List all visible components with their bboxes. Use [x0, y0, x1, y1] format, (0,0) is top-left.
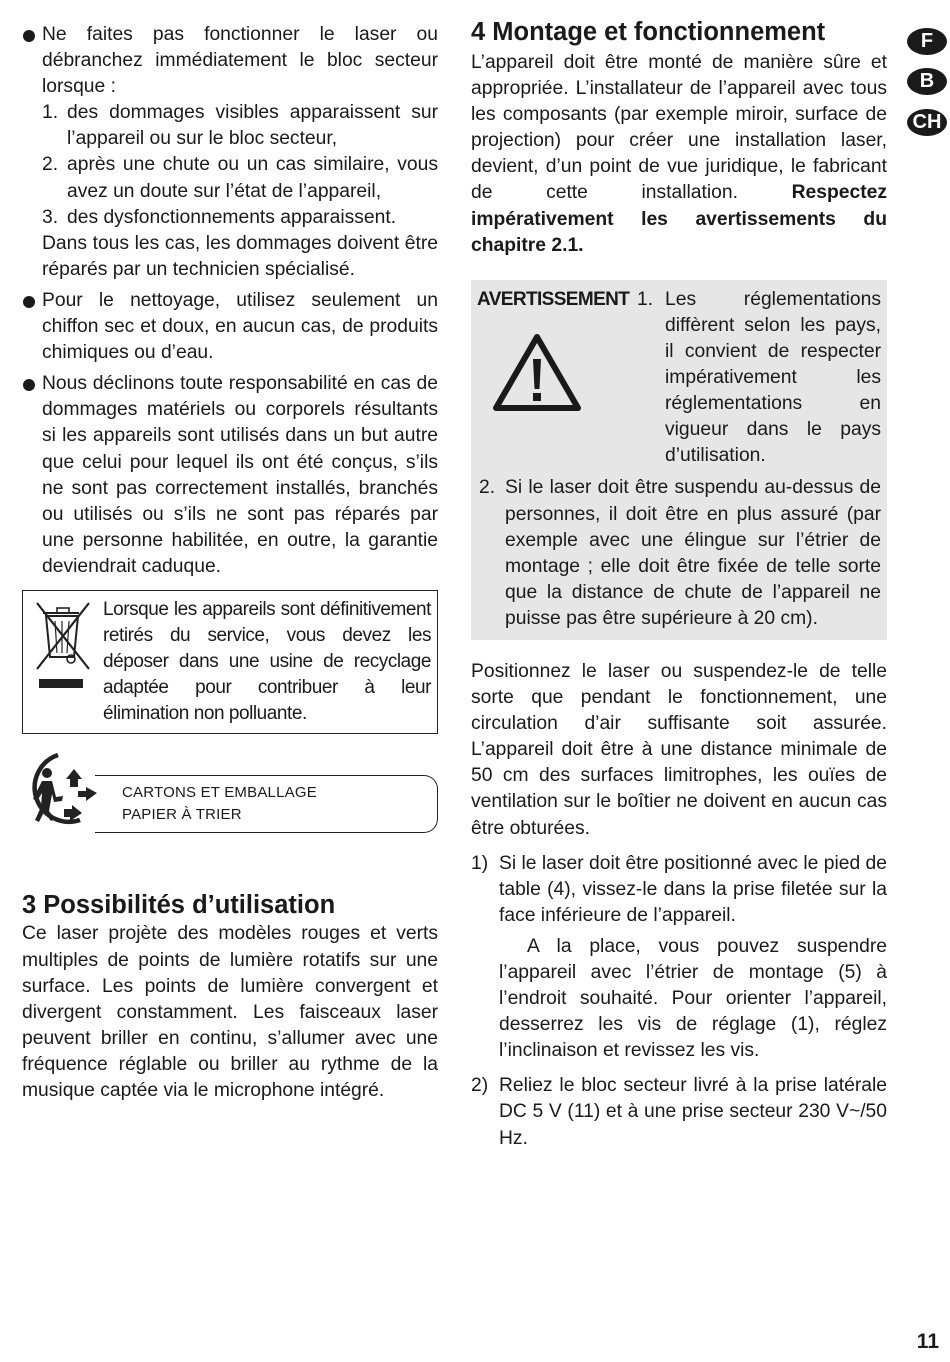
right-column — [471, 18, 888, 1152]
triman-recycling-box — [22, 751, 438, 845]
warning-box — [471, 280, 887, 640]
bullet-dot — [23, 379, 35, 391]
warning-triangle-icon — [491, 331, 637, 421]
section-4-heading: 4 Montage et fonctionnement — [471, 18, 826, 46]
warning-label: AVERTISSEMENT — [477, 288, 630, 310]
list-item: 2. après une chute ou un cas similaire, vous avez un doute sur l’état de l’appareil, — [42, 154, 438, 202]
triman-label: CARTONS ET EMBALLAGE PAPIER À TRIER — [95, 775, 438, 833]
language-tab-ch: CH — [907, 109, 947, 136]
section-3-heading: 3 Possibilités d’utilisation — [22, 891, 336, 920]
step-1: 1) Si le laser doit être positionné avec le pied de table (4), vissez-le dans la prise filetée sur la face inférieure de l’appareil. A la place, vous pouvez suspendre l’appareil avec l’étrier de montage (5) à l’endroit souhaité. Pour orienter l’appareil, desserrez les vis de réglage (1), réglez l’inclinaison et revissez les vis. — [471, 851, 887, 1065]
section-4-warning-ref: Respectez impérativement les avertissements du chapitre 2.1. — [471, 182, 887, 256]
language-tab-f: F — [907, 28, 947, 55]
bullet1-outro: Dans tous les cas, les dommages doivent être réparés par un technicien spécialisé. — [42, 232, 438, 280]
weee-text: Lorsque les appareils sont définitivement retirés du service, vous devez les déposer dans une usine de recyclage adaptée pour contribuer à leur élimination non polluante. — [103, 598, 431, 725]
list-item: 1. des dommages visibles apparaissent sur l’appareil ou sur le bloc secteur, — [42, 102, 438, 150]
language-tab-b: B — [907, 68, 947, 95]
bullet-liability: Nous déclinons toute responsabilité en cas de dommages matériels ou corporels résultants si les appareils sont utilisés dans un but autre que celui pour lequel ils ont été conçus, s’ils ne sont pas correctement installés, branchés ou utilisés ou s’ils ne sont pas réparés par une personne habilitée, en outre, la garantie deviendrait caduque. — [22, 371, 438, 580]
section-3-body: Ce laser projète des modèles rouges et verts multiples de points de lumière rotatifs sur une surface. Les points de lumière convergent et divergent constamment. Les faisceaux laser peuvent briller en continu, s’allumer avec une fréquence réglable ou briller au rythme de la musique captée via le microphone intégré. — [22, 923, 438, 1101]
page-number: 11 — [916, 1330, 939, 1353]
bullet-dot — [23, 30, 35, 42]
warning-item-1: 1. Les réglementations diffèrent selon les pays, il convient de respecter impérativement les réglementations en vigueur dans le pays d’utilisation. — [637, 288, 881, 467]
triman-recycling-icon — [22, 751, 100, 829]
crossed-bin-icon — [31, 597, 103, 727]
section-4-intro: L’appareil doit être monté de manière sûre et appropriée. L’installateur de l’appareil avec tous les composants (par exemple miroir, surface de projection) pour créer une installation laser, devient, d’un point de vue juridique, le fabricant de cette installation. Respectez impérativement les avertissements du chapitre 2.1. — [471, 52, 887, 256]
positioning-paragraph: Positionnez le laser ou suspendez-le de telle sorte que pendant le fonctionnement, une circulation d’air suffisante soit assurée. L’appareil doit être à une distance minimale de 50 cm des surfaces limitrophes, les ouïes de ventilation sur le boîtier ne doivent en aucun cas être obturées. — [471, 660, 887, 839]
step-2: 2) Reliez le bloc secteur livré à la prise latérale DC 5 V (11) et à une prise secteur 230 V~/50 Hz. — [471, 1075, 887, 1149]
list-item: 3. des dysfonctionnements apparaissent. — [42, 206, 397, 228]
left-column — [22, 22, 438, 1104]
bullet-cleaning: Pour le nettoyage, utilisez seulement un chiffon sec et doux, en aucun cas, de produits chimiques ou d’eau. — [22, 288, 438, 366]
bullet1-intro: Ne faites pas fonctionner le laser ou débranchez immédiatement le bloc secteur lorsque : — [42, 24, 438, 98]
bullet-dot — [23, 296, 35, 308]
warning-item-2: 2. Si le laser doit être suspendu au-dessus de personnes, il doit être en plus assuré (par exemple avec une élingue sur l’étrier de montage ; elle doit être fixée de telle sorte que la distance de chute de l’appareil ne puisse pas être supérieure à 20 cm). — [479, 477, 881, 629]
weee-disposal-box — [22, 590, 438, 734]
bullet-safety-defects — [22, 22, 438, 283]
step-1-alternative: A la place, vous pouvez suspendre l’appareil avec l’étrier de montage (5) à l’endroit souhaité. Pour orienter l’appareil, desserrez les vis de réglage (1), réglez l’inclinaison et revissez les vis. — [499, 935, 887, 1062]
